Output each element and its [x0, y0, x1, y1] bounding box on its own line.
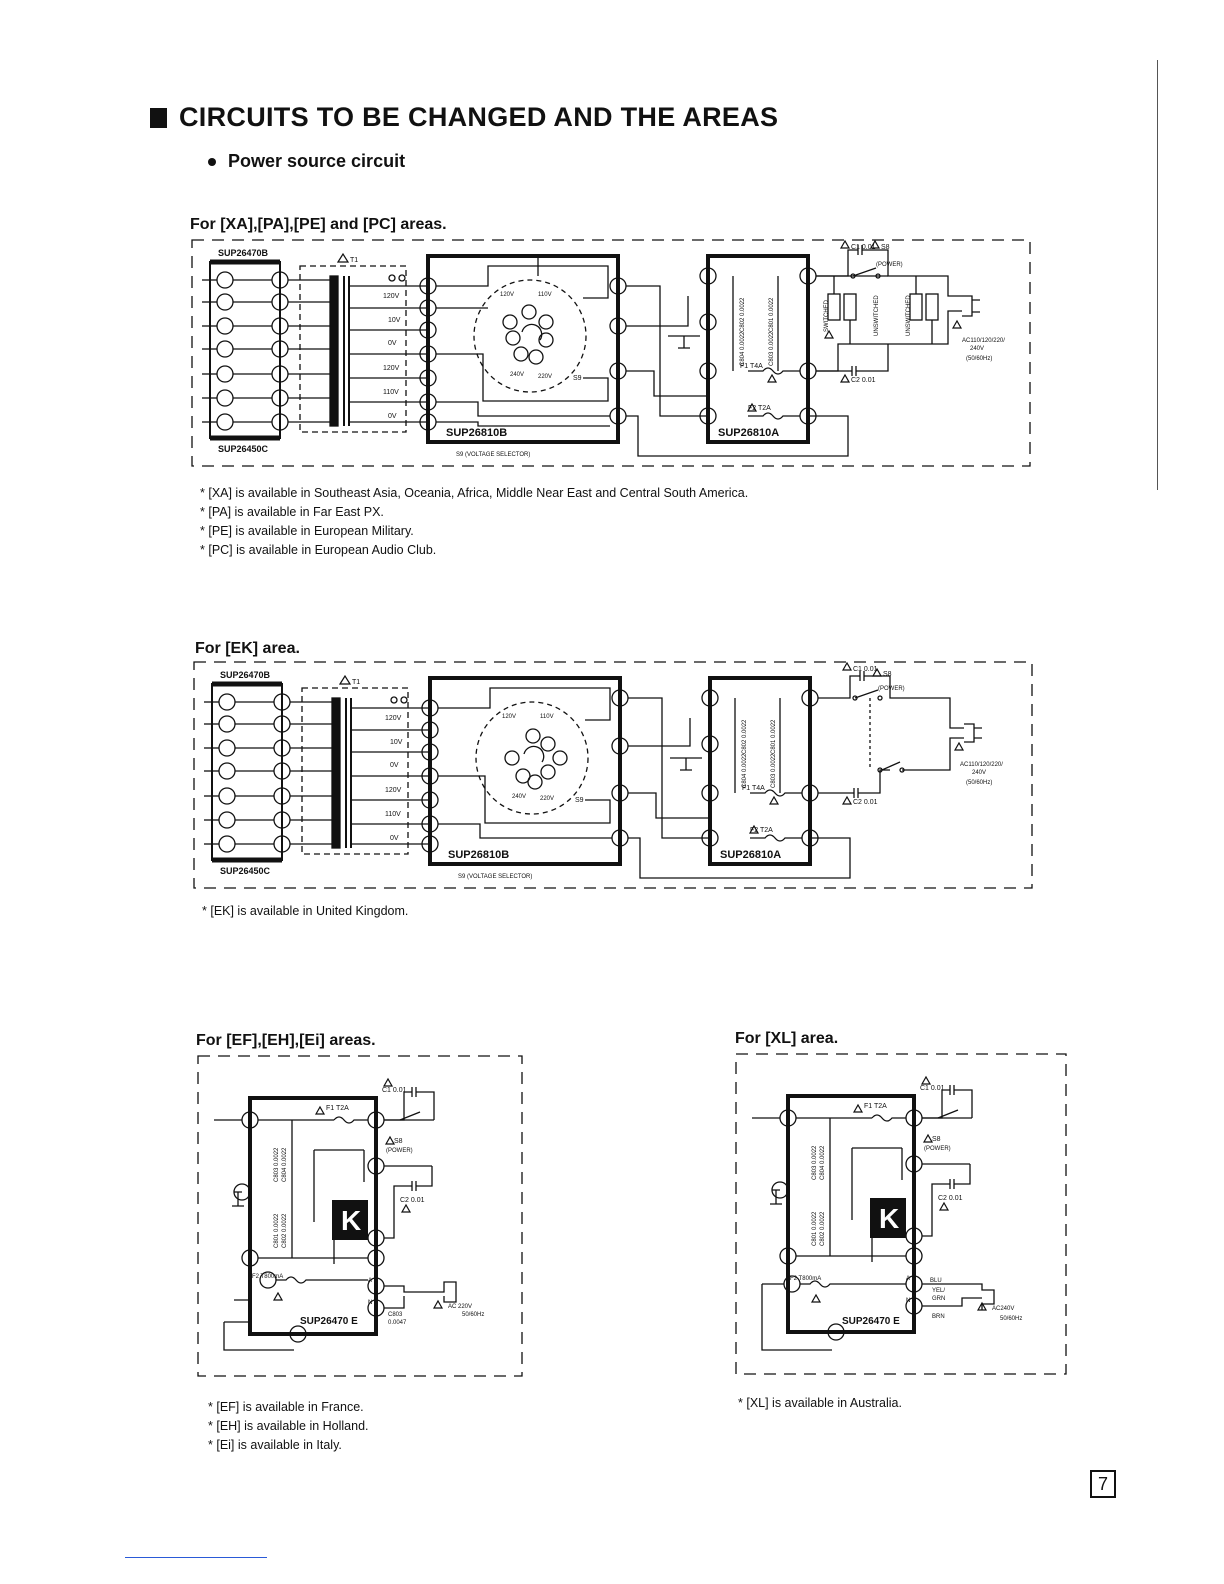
tap-label: 120V [383, 365, 400, 372]
s8-label: S8 [394, 1138, 403, 1145]
tap-label: 110V [383, 389, 399, 396]
ac-label: (50/60Hz) [966, 780, 993, 786]
s8-label: S8 [932, 1136, 941, 1143]
diagram-xa [188, 236, 1038, 472]
c803-value: 0.0047 [388, 1320, 407, 1326]
note-item: * [XL] is available in Australia. [738, 1394, 902, 1413]
page-number: 7 [1090, 1470, 1116, 1498]
note-item: * [EH] is available in Holland. [208, 1417, 369, 1436]
notes-xa [200, 484, 748, 560]
part-label: SUP26470B [220, 670, 271, 680]
board-label: SUP26810B [446, 427, 508, 439]
f2-label: F2 T2A [748, 405, 771, 412]
c803-label: C803 [388, 1312, 403, 1318]
a-label: A [906, 1276, 911, 1282]
c2-label: C2 0.01 [853, 799, 878, 806]
board-label: SUP26810A [720, 849, 782, 861]
cap-label: C801 0.0022 [812, 1211, 818, 1246]
diagram-ek [190, 658, 1040, 894]
cap-label: C802 0.0022 [742, 719, 748, 754]
unswitched-label: UNSWITCHED [874, 295, 880, 336]
heading-text: CIRCUITS TO BE CHANGED AND THE AREAS [179, 102, 779, 132]
ac-label: AC 220V [448, 1304, 473, 1310]
power-label: (POWER) [386, 1148, 413, 1154]
wire-label: BLU [930, 1278, 942, 1284]
tap-label: 220V [540, 796, 555, 802]
board-label: SUP26810A [718, 427, 780, 439]
tap-label: 110V [540, 714, 554, 720]
t1-label: T1 [352, 679, 361, 686]
page-edge-line [1157, 60, 1158, 490]
notes-ef [208, 1398, 369, 1455]
f1-label: F1 T2A [326, 1105, 349, 1112]
tap-label: 10V [390, 739, 403, 746]
tap-label: 110V [385, 811, 401, 818]
notes-ek [202, 902, 408, 921]
n-label: N [368, 1300, 373, 1306]
wire-label: GRN [932, 1296, 946, 1302]
note-item: * [PC] is available in European Audio Club. [200, 541, 748, 560]
part-label: SUP26470B [218, 248, 269, 258]
part-label: SUP26450C [218, 444, 269, 454]
cap-label: C802 0.0022 [282, 1213, 288, 1248]
cap-label: C802 0.0022 [740, 297, 746, 332]
f2-label: F2 T800mA [252, 1274, 284, 1280]
s8-label: S8 [881, 244, 890, 251]
note-item: * [Ei] is available in Italy. [208, 1436, 369, 1455]
diagram-ef [194, 1052, 528, 1380]
ac-label: (50/60Hz) [966, 356, 993, 362]
f1-label: F1 T2A [864, 1103, 887, 1110]
s9-label: S9 [573, 375, 582, 382]
cap-label: C801 0.0022 [771, 719, 777, 754]
t1-label: T1 [350, 257, 359, 264]
ac-label: AC240V [992, 1306, 1015, 1312]
cap-label: C801 0.0022 [769, 297, 775, 332]
tap-label: 0V [388, 413, 397, 420]
f1-label: F1 T4A [740, 363, 763, 370]
tap-label: 120V [385, 715, 402, 722]
cap-label: C801 0.0022 [274, 1213, 280, 1248]
subheading [208, 151, 405, 172]
note-item: * [XA] is available in Southeast Asia, Oceania, Africa, Middle Near East and Central South America. [200, 484, 748, 503]
bullet-icon [208, 158, 216, 166]
board-label: SUP26470 E [300, 1316, 358, 1327]
cap-label: C803 0.0022 [274, 1147, 280, 1182]
ac-label: 50/60Hz [462, 1312, 485, 1318]
tap-label: 0V [388, 340, 397, 347]
power-label: (POWER) [876, 262, 903, 268]
tap-label: 120V [500, 292, 515, 298]
diagram-xl [732, 1050, 1072, 1378]
board-label: SUP26470 E [842, 1316, 900, 1327]
tap-label: 240V [512, 794, 527, 800]
power-label: (POWER) [878, 686, 905, 692]
ac-label: 50/60Hz [1000, 1316, 1023, 1322]
section-title-ek: For [EK] area. [195, 640, 300, 657]
c2-label: C2 0.01 [938, 1195, 963, 1202]
f2-label: F2 T800mA [790, 1276, 822, 1282]
cap-label: C804 0.0022 [282, 1147, 288, 1182]
power-label: (POWER) [924, 1146, 951, 1152]
c1-label: C1 0.01 [382, 1087, 407, 1094]
cap-label: C803 0.0022 [769, 331, 775, 366]
note-item: * [PA] is available in Far East PX. [200, 503, 748, 522]
c2-label: C2 0.01 [851, 377, 876, 384]
ac-label: AC110/120/220/ [960, 762, 1003, 768]
a-label: A [368, 1278, 373, 1284]
tap-label: 240V [510, 372, 525, 378]
f1-label: F1 T4A [742, 785, 765, 792]
tap-label: 220V [538, 374, 553, 380]
cap-label: C802 0.0022 [820, 1211, 826, 1246]
k-label: K [879, 1203, 900, 1234]
c1-label: C1 0.01 [853, 666, 878, 673]
switched-label: SWITCHED [824, 300, 830, 332]
unswitched-label: UNSWITCHED [906, 295, 912, 336]
c1-label: C1 0.01 [920, 1085, 945, 1092]
ac-label: 240V [970, 346, 985, 352]
tap-label: 120V [383, 293, 400, 300]
board-label: SUP26810B [448, 849, 510, 861]
note-item: * [EK] is available in United Kingdom. [202, 902, 408, 921]
cap-label: C803 0.0022 [771, 753, 777, 788]
selector-label: S9 (VOLTAGE SELECTOR) [458, 874, 533, 880]
tap-label: 0V [390, 835, 399, 842]
n-label: N [906, 1298, 911, 1304]
page-heading [150, 102, 778, 133]
s9-label: S9 [575, 797, 584, 804]
c2-label: C2 0.01 [400, 1197, 425, 1204]
note-item: * [EF] is available in France. [208, 1398, 369, 1417]
cap-label: C804 0.0022 [820, 1145, 826, 1180]
ac-label: AC110/120/220/ [962, 338, 1005, 344]
heading-square-icon [150, 108, 167, 128]
notes-xl [738, 1394, 902, 1413]
cap-label: C803 0.0022 [812, 1145, 818, 1180]
section-title-xa: For [XA],[PA],[PE] and [PC] areas. [190, 216, 447, 233]
selector-label: S9 (VOLTAGE SELECTOR) [456, 452, 531, 458]
tap-label: 110V [538, 292, 552, 298]
f2-label: F2 T2A [750, 827, 773, 834]
wire-label: YEL/ [932, 1288, 946, 1294]
section-title-xl: For [XL] area. [735, 1030, 839, 1047]
subheading-text: Power source circuit [228, 151, 406, 171]
cap-label: C804 0.0022 [742, 753, 748, 788]
note-item: * [PE] is available in European Military. [200, 522, 748, 541]
tap-label: 120V [385, 787, 402, 794]
wire-label: BRN [932, 1314, 945, 1320]
ac-label: 240V [972, 770, 987, 776]
part-label: SUP26450C [220, 866, 271, 876]
c1-label: C1 0.01 [851, 244, 876, 251]
tap-label: 120V [502, 714, 517, 720]
tap-label: 0V [390, 762, 399, 769]
cap-label: C804 0.0022 [740, 331, 746, 366]
section-title-ef: For [EF],[EH],[Ei] areas. [196, 1032, 376, 1049]
tap-label: 10V [388, 317, 401, 324]
bottom-rule [125, 1557, 267, 1558]
k-label: K [341, 1205, 362, 1236]
s8-label: S8 [883, 671, 892, 678]
